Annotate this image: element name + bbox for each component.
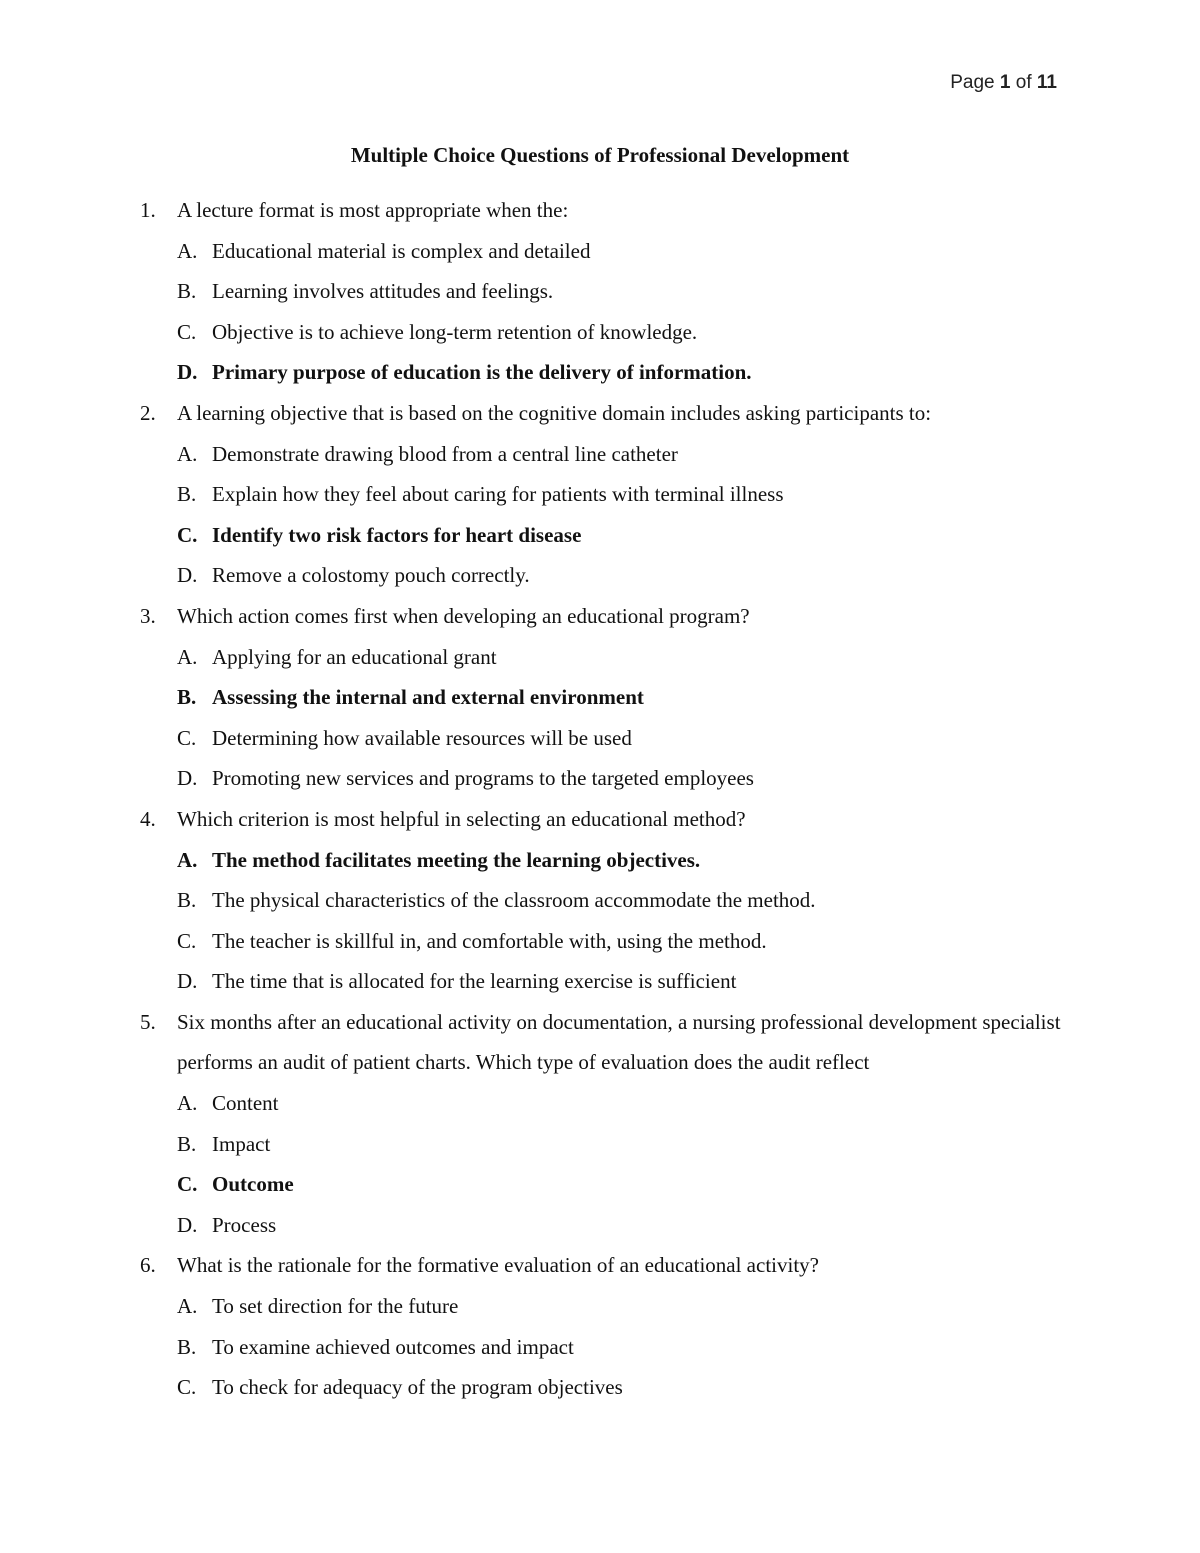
option-list bbox=[140, 1083, 1080, 1245]
option-text: Applying for an educational grant bbox=[212, 644, 497, 669]
option-text: Explain how they feel about caring for patients with terminal illness bbox=[212, 482, 784, 507]
answer-option bbox=[177, 555, 1080, 596]
question-number: 1. bbox=[140, 198, 156, 222]
option-text: Educational material is complex and detailed bbox=[212, 238, 591, 263]
question-item bbox=[140, 1245, 1080, 1407]
option-text: Objective is to achieve long-term retention of knowledge. bbox=[212, 319, 698, 344]
option-letter: C. bbox=[177, 522, 198, 547]
answer-option bbox=[177, 312, 1080, 353]
option-text: Assessing the internal and external environment bbox=[212, 685, 644, 710]
question-stem bbox=[140, 799, 1080, 840]
answer-option bbox=[177, 434, 1080, 475]
option-text: The teacher is skillful in, and comfortable with, using the method. bbox=[212, 928, 767, 953]
option-list bbox=[140, 231, 1080, 393]
page-number bbox=[950, 72, 1057, 94]
answer-option bbox=[177, 840, 1080, 881]
option-letter: A. bbox=[177, 238, 198, 263]
option-letter: B. bbox=[177, 1334, 197, 1359]
answer-option bbox=[177, 1124, 1080, 1165]
option-list bbox=[140, 434, 1080, 596]
option-letter: D. bbox=[177, 563, 198, 588]
answer-option bbox=[177, 515, 1080, 556]
option-text: Learning involves attitudes and feelings. bbox=[212, 279, 554, 304]
option-letter: A. bbox=[177, 847, 198, 872]
option-letter: C. bbox=[177, 1375, 197, 1400]
question-stem bbox=[140, 393, 1080, 434]
page-label: Page bbox=[950, 72, 995, 93]
answer-option bbox=[177, 637, 1080, 678]
document-title: Multiple Choice Questions of Professional Development bbox=[350, 143, 850, 167]
option-text: Demonstrate drawing blood from a central line catheter bbox=[212, 441, 678, 466]
question-item bbox=[140, 1002, 1080, 1246]
answer-option bbox=[177, 474, 1080, 515]
page-of-label: of bbox=[1015, 72, 1032, 93]
answer-option bbox=[177, 758, 1080, 799]
question-list bbox=[140, 190, 1080, 1408]
question-item bbox=[140, 596, 1080, 799]
total-pages: 11 bbox=[1036, 72, 1057, 93]
question-number: 2. bbox=[140, 400, 156, 425]
option-letter: B. bbox=[177, 279, 197, 304]
answer-option bbox=[177, 921, 1080, 962]
option-list bbox=[140, 1286, 1080, 1408]
answer-option bbox=[177, 231, 1080, 272]
option-text: To set direction for the future bbox=[212, 1294, 459, 1319]
option-text: To examine achieved outcomes and impact bbox=[212, 1334, 574, 1359]
question-stem bbox=[140, 190, 1080, 231]
answer-option bbox=[177, 1205, 1080, 1246]
question-number: 3. bbox=[140, 603, 156, 628]
option-text: The physical characteristics of the classroom accommodate the method. bbox=[212, 888, 816, 913]
question-text: What is the rationale for the formative evaluation of an educational activity? bbox=[177, 1253, 819, 1278]
question-number: 6. bbox=[140, 1253, 156, 1278]
question-number: 4. bbox=[140, 806, 156, 831]
option-text: Promoting new services and programs to the targeted employees bbox=[212, 766, 754, 791]
question-item bbox=[140, 799, 1080, 1002]
answer-option bbox=[177, 352, 1080, 393]
option-text: Impact bbox=[212, 1131, 271, 1156]
question-text: A learning objective that is based on the cognitive domain includes asking participants to: bbox=[177, 400, 932, 425]
option-text: Outcome bbox=[212, 1172, 294, 1197]
option-letter: D. bbox=[177, 1212, 198, 1237]
option-letter: B. bbox=[177, 685, 197, 710]
option-letter: A. bbox=[177, 644, 198, 669]
option-letter: D. bbox=[177, 766, 198, 791]
option-letter: C. bbox=[177, 725, 197, 750]
option-letter: A. bbox=[177, 441, 198, 466]
question-stem bbox=[140, 596, 1080, 637]
answer-option bbox=[177, 961, 1080, 1002]
option-letter: B. bbox=[177, 1131, 197, 1156]
option-text: The method facilitates meeting the learning objectives. bbox=[212, 847, 701, 872]
option-letter: A. bbox=[177, 1294, 198, 1319]
question-text: A lecture format is most appropriate when the: bbox=[177, 198, 569, 222]
question-text: Which criterion is most helpful in selecting an educational method? bbox=[177, 806, 746, 831]
answer-option bbox=[177, 271, 1080, 312]
option-text: Identify two risk factors for heart disease bbox=[212, 522, 582, 547]
question-stem bbox=[140, 1002, 1080, 1083]
option-letter: C. bbox=[177, 1172, 198, 1197]
question-text: Which action comes first when developing an educational program? bbox=[177, 603, 750, 628]
answer-option bbox=[177, 1164, 1080, 1205]
question-text: Six months after an educational activity on documentation, a nursing professional development specialist performs an audit of patient charts. Which type of evaluation does the audit reflect bbox=[177, 1009, 1061, 1075]
question-item bbox=[140, 190, 1080, 393]
answer-option bbox=[177, 677, 1080, 718]
option-letter: C. bbox=[177, 319, 197, 344]
question-stem bbox=[140, 1245, 1080, 1286]
option-list bbox=[140, 637, 1080, 799]
question-number: 5. bbox=[140, 1009, 156, 1034]
option-text: The time that is allocated for the learning exercise is sufficient bbox=[212, 969, 737, 994]
answer-option bbox=[177, 1367, 1080, 1408]
option-text: To check for adequacy of the program objectives bbox=[212, 1375, 623, 1400]
option-letter: B. bbox=[177, 888, 197, 913]
answer-option bbox=[177, 1286, 1080, 1327]
option-text: Content bbox=[212, 1091, 279, 1116]
answer-option bbox=[177, 1327, 1080, 1368]
option-text: Process bbox=[212, 1212, 277, 1237]
option-list bbox=[140, 840, 1080, 1002]
option-text: Primary purpose of education is the delivery of information. bbox=[212, 360, 752, 385]
option-letter: B. bbox=[177, 482, 197, 507]
option-text: Determining how available resources will be used bbox=[212, 725, 632, 750]
answer-option bbox=[177, 1083, 1080, 1124]
question-item bbox=[140, 393, 1080, 596]
option-letter: C. bbox=[177, 928, 197, 953]
option-letter: A. bbox=[177, 1091, 198, 1116]
answer-option bbox=[177, 718, 1080, 759]
option-text: Remove a colostomy pouch correctly. bbox=[212, 563, 530, 588]
answer-option bbox=[177, 880, 1080, 921]
option-letter: D. bbox=[177, 360, 198, 385]
option-letter: D. bbox=[177, 969, 198, 994]
current-page: 1 bbox=[999, 72, 1011, 93]
